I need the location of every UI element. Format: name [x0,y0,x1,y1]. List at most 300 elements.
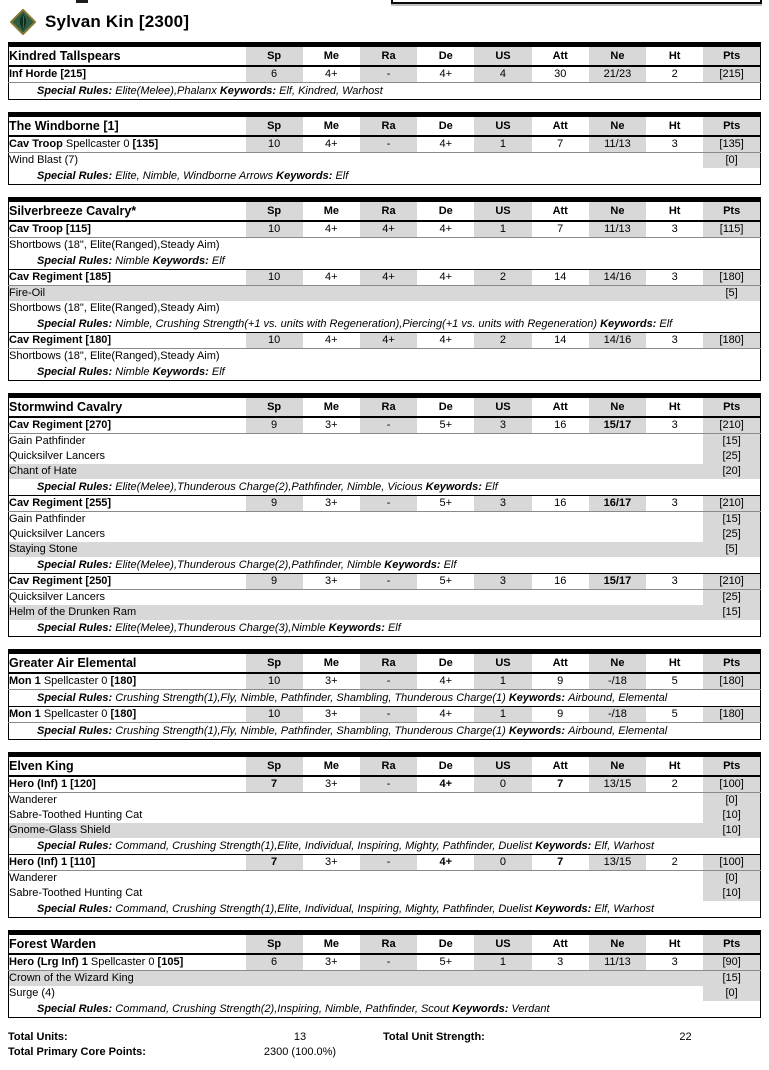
column-header: De [417,45,474,67]
unit-stat-cell: 2 [474,270,531,286]
column-header: Pts [703,652,760,674]
item-points: [25] [703,449,760,464]
column-header: Pts [703,200,760,222]
item-points: [20] [703,464,760,479]
column-header: Pts [703,396,760,418]
unit-name: Inf Horde [215] [9,66,246,83]
table-title: The Windborne [1] [9,115,246,137]
column-header: Pts [703,933,760,955]
unit-name: Cav Regiment [180] [9,333,246,349]
unit-stat-cell: - [360,66,417,83]
column-header: Ht [646,115,703,137]
item-points [703,349,760,365]
item-row [9,286,761,302]
unit-stat-cell: [100] [703,776,760,793]
unit-table [8,930,761,1018]
unit-name: Hero (Inf) 1 [110] [9,855,246,871]
unit-stat-cell: 10 [246,270,303,286]
unit-stat-cell: [180] [703,270,760,286]
column-header: Ne [589,115,646,137]
item-points: [5] [703,286,760,302]
item-label: Chant of Hate [9,464,704,479]
unit-stat-cell: 4+ [360,270,417,286]
total-primary-core-points-value: 2300 (100.0%) [263,1046,337,1058]
item-label: Helm of the Drunken Ram [9,605,704,620]
column-header: Att [532,396,589,418]
column-header: US [474,933,531,955]
item-points: [10] [703,808,760,823]
unit-stat-cell: [180] [703,707,760,723]
column-header: Ne [589,200,646,222]
unit-stat-cell: [180] [703,333,760,349]
unit-stat-cell: 11/13 [589,221,646,238]
unit-stat-cell: 9 [532,707,589,723]
unit-name: Mon 1 Spellcaster 0 [180] [9,673,246,690]
unit-stat-row [9,954,761,971]
unit-stat-cell: 7 [246,776,303,793]
special-rules-text: Special Rules: Elite(Melee),Thunderous Charge(2),Pathfinder, Nimble Keywords: Elf [37,559,457,571]
unit-stat-cell: 7 [532,136,589,153]
special-rules-text: Special Rules: Elite(Melee),Thunderous Charge(3),Nimble Keywords: Elf [37,622,401,634]
special-rules-text: Special Rules: Elite(Melee),Phalanx Keywords: Elf, Kindred, Warhost [37,85,383,97]
column-header: Ne [589,755,646,777]
unit-stat-cell: - [360,855,417,871]
unit-tables-container [0,42,769,1018]
column-header: Me [303,45,360,67]
total-unit-strength-label: Total Unit Strength: [383,1031,485,1043]
item-points: [0] [703,153,760,169]
table-header-row [9,396,761,418]
unit-stat-cell: 1 [474,673,531,690]
unit-stat-cell: 2 [646,776,703,793]
item-row [9,542,761,557]
unit-stat-cell: 3 [646,270,703,286]
unit-stat-cell: 1 [474,221,531,238]
unit-stat-cell: 7 [532,855,589,871]
column-header: Ht [646,652,703,674]
item-label: Gain Pathfinder [9,513,86,525]
column-header: Ra [360,755,417,777]
unit-stat-cell: 3+ [303,574,360,590]
unit-stat-cell: 16/17 [589,496,646,512]
column-header: Ra [360,396,417,418]
unit-stat-cell: 21/23 [589,66,646,83]
column-header: Sp [246,115,303,137]
unit-stat-cell: 9 [246,574,303,590]
unit-stat-cell: 4+ [360,333,417,349]
unit-table [8,197,761,381]
special-rules-row [9,690,761,707]
unit-stat-cell: 3 [646,954,703,971]
item-points: [15] [703,971,760,987]
unit-stat-cell: 4 [474,66,531,83]
unit-stat-cell: 3+ [303,707,360,723]
army-header [0,0,769,42]
column-header: US [474,115,531,137]
special-rules-text: Special Rules: Command, Crushing Strength(1),Elite, Individual, Inspiring, Mighty, Pathfinder, Duelist Keywords: Elf, Warhost [37,840,655,852]
column-header: Ht [646,200,703,222]
item-points: [25] [703,590,760,606]
item-label: Sabre-Toothed Hunting Cat [9,809,143,821]
item-label: Shortbows (18", Elite(Ranged),Steady Aim) [9,302,220,314]
unit-stat-cell: 5+ [417,574,474,590]
special-rules-row [9,723,761,740]
unit-stat-cell: 4+ [417,333,474,349]
unit-stat-cell: 5+ [417,496,474,512]
special-rules-text: Special Rules: Elite(Melee),Thunderous Charge(2),Pathfinder, Nimble, Vicious Keywords: Elf [37,481,498,493]
item-label: Sabre-Toothed Hunting Cat [9,887,143,899]
column-header: Ht [646,755,703,777]
total-units-value: 13 [293,1031,307,1043]
unit-table [8,393,761,637]
special-rules-row [9,901,761,918]
unit-stat-cell: [180] [703,673,760,690]
unit-stat-cell: 3+ [303,855,360,871]
item-row [9,605,761,620]
unit-stat-cell: 4+ [303,333,360,349]
unit-stat-cell: 5+ [417,417,474,434]
item-points [703,238,760,254]
unit-stat-cell: 3+ [303,954,360,971]
unit-stat-cell: 4+ [303,270,360,286]
unit-stat-row [9,707,761,723]
column-header: Ne [589,45,646,67]
unit-stat-cell: - [360,417,417,434]
unit-stat-cell: 7 [246,855,303,871]
table-header-row [9,200,761,222]
unit-stat-cell: 3 [646,136,703,153]
unit-stat-cell: 11/13 [589,954,646,971]
unit-stat-cell: - [360,776,417,793]
unit-stat-cell: 3 [532,954,589,971]
unit-stat-cell: -/18 [589,673,646,690]
unit-stat-cell: 5 [646,673,703,690]
unit-stat-row [9,496,761,512]
unit-table [8,112,761,185]
unit-name: Mon 1 Spellcaster 0 [180] [9,707,246,723]
unit-stat-cell: - [360,496,417,512]
item-row [9,793,761,809]
unit-stat-cell: [210] [703,417,760,434]
special-rules-row [9,1001,761,1018]
clipped-panel [391,0,762,4]
item-label: Staying Stone [9,542,704,557]
unit-stat-cell: [135] [703,136,760,153]
unit-stat-cell: 10 [246,673,303,690]
unit-stat-cell: [210] [703,574,760,590]
item-label: Quicksilver Lancers [9,450,105,462]
item-label: Wanderer [9,872,57,884]
unit-stat-cell: 2 [646,855,703,871]
item-label: Crown of the Wizard King [9,971,704,987]
total-unit-strength-value: 22 [679,1031,692,1043]
column-header: Sp [246,45,303,67]
table-header-row [9,652,761,674]
special-rules-row [9,316,761,333]
special-rules-row [9,253,761,270]
unit-stat-row [9,776,761,793]
unit-stat-cell: 3+ [303,776,360,793]
item-points: [10] [703,886,760,901]
special-rules-text: Special Rules: Command, Crushing Strength(1),Elite, Individual, Inspiring, Mighty, Pathfinder, Duelist Keywords: Elf, Warhost [37,903,655,915]
item-label: Gain Pathfinder [9,435,86,447]
item-row [9,464,761,479]
special-rules-text: Special Rules: Crushing Strength(1),Fly, Nimble, Pathfinder, Shambling, Thunderous Charge(1) Keywords: Airbound, Elemental [37,692,668,704]
table-title: Forest Warden [9,933,246,955]
unit-stat-cell: 3 [474,496,531,512]
unit-stat-cell: 3 [474,574,531,590]
item-label: Surge (4) [9,987,55,999]
unit-name: Cav Troop [115] [9,221,246,238]
unit-stat-cell: 4+ [417,136,474,153]
column-header: Pts [703,115,760,137]
column-header: Me [303,755,360,777]
unit-stat-cell: 3+ [303,417,360,434]
unit-stat-row [9,673,761,690]
page-title: Sylvan Kin [2300] [45,12,190,31]
column-header: Ne [589,652,646,674]
unit-stat-row [9,270,761,286]
unit-stat-cell: 4+ [417,776,474,793]
column-header: De [417,652,474,674]
unit-stat-cell: [210] [703,496,760,512]
unit-stat-cell: 3 [646,496,703,512]
army-diamond-leaf-icon [10,9,36,35]
unit-name: Cav Regiment [250] [9,574,246,590]
column-header: Pts [703,755,760,777]
item-label: Fire-Oil [9,286,704,302]
column-header: De [417,396,474,418]
column-header: Att [532,755,589,777]
unit-stat-cell: 1 [474,707,531,723]
column-header: US [474,755,531,777]
table-header-row [9,115,761,137]
table-title: Silverbreeze Cavalry* [9,200,246,222]
item-label: Wind Blast (7) [9,154,79,166]
unit-stat-cell: 4+ [303,136,360,153]
column-header: Ra [360,115,417,137]
unit-stat-row [9,136,761,153]
unit-stat-cell: -/18 [589,707,646,723]
unit-stat-cell: - [360,673,417,690]
special-rules-text: Special Rules: Nimble Keywords: Elf [37,255,225,267]
unit-stat-cell: 0 [474,776,531,793]
item-row [9,823,761,838]
unit-stat-cell: 0 [474,855,531,871]
unit-stat-cell: - [360,136,417,153]
unit-stat-cell: 9 [246,417,303,434]
item-row [9,590,761,606]
unit-stat-cell: 14/16 [589,270,646,286]
column-header: Ht [646,396,703,418]
column-header: De [417,933,474,955]
unit-stat-cell: - [360,707,417,723]
item-label: Quicksilver Lancers [9,528,105,540]
unit-stat-cell: 13/15 [589,776,646,793]
column-header: Sp [246,396,303,418]
unit-stat-cell: 6 [246,954,303,971]
unit-stat-cell: [215] [703,66,760,83]
column-header: Ra [360,45,417,67]
unit-stat-cell: 5 [646,707,703,723]
column-header: Att [532,652,589,674]
item-row [9,449,761,464]
unit-stat-cell: 3+ [303,496,360,512]
unit-stat-cell: 3 [474,417,531,434]
column-header: De [417,115,474,137]
unit-name: Cav Regiment [255] [9,496,246,512]
special-rules-row [9,364,761,381]
unit-stat-cell: 4+ [360,221,417,238]
unit-stat-cell: 13/15 [589,855,646,871]
unit-stat-cell: 3+ [303,673,360,690]
column-header: US [474,396,531,418]
item-row [9,886,761,901]
special-rules-row [9,83,761,100]
special-rules-text: Special Rules: Elite, Nimble, Windborne Arrows Keywords: Elf [37,170,349,182]
unit-stat-cell: 6 [246,66,303,83]
table-title: Kindred Tallspears [9,45,246,67]
column-header: Sp [246,755,303,777]
item-row [9,434,761,450]
unit-table [8,42,761,100]
column-header: Ra [360,652,417,674]
unit-stat-cell: 2 [646,66,703,83]
unit-stat-row [9,417,761,434]
unit-stat-row [9,333,761,349]
column-header: Att [532,115,589,137]
unit-stat-cell: - [360,954,417,971]
special-rules-row [9,479,761,496]
table-header-row [9,755,761,777]
column-header: Me [303,396,360,418]
column-header: US [474,652,531,674]
unit-stat-cell: [90] [703,954,760,971]
unit-stat-cell: 4+ [417,855,474,871]
unit-stat-row [9,221,761,238]
unit-stat-cell: 3 [646,417,703,434]
unit-stat-cell: 4+ [417,707,474,723]
column-header: Me [303,200,360,222]
unit-stat-cell: 5+ [417,954,474,971]
unit-stat-cell: 1 [474,136,531,153]
unit-stat-cell: [100] [703,855,760,871]
unit-stat-cell: 10 [246,707,303,723]
column-header: Ht [646,933,703,955]
unit-stat-cell: 14/16 [589,333,646,349]
unit-stat-cell: 16 [532,417,589,434]
column-header: De [417,755,474,777]
column-header: Me [303,933,360,955]
item-points [703,301,760,316]
column-header: Me [303,652,360,674]
column-header: Att [532,200,589,222]
table-title: Greater Air Elemental [9,652,246,674]
unit-name: Hero (Inf) 1 [120] [9,776,246,793]
item-points: [25] [703,527,760,542]
item-row [9,238,761,254]
total-primary-core-points-label: Total Primary Core Points: [8,1046,146,1058]
special-rules-text: Special Rules: Crushing Strength(1),Fly, Nimble, Pathfinder, Shambling, Thunderous Charge(1) Keywords: Airbound, Elemental [37,725,668,737]
column-header: De [417,200,474,222]
special-rules-row [9,168,761,185]
column-header: Sp [246,933,303,955]
column-header: Me [303,115,360,137]
unit-stat-cell: 9 [532,673,589,690]
column-header: Pts [703,45,760,67]
item-points: [15] [703,512,760,528]
unit-stat-cell: 4+ [417,673,474,690]
item-points: [0] [703,871,760,887]
unit-stat-cell: 7 [532,776,589,793]
table-header-row [9,45,761,67]
unit-stat-cell: 2 [474,333,531,349]
item-label: Gnome-Glass Shield [9,823,704,838]
unit-table [8,649,761,740]
unit-stat-cell: 10 [246,333,303,349]
table-title: Stormwind Cavalry [9,396,246,418]
unit-name: Cav Regiment [270] [9,417,246,434]
unit-stat-cell: 11/13 [589,136,646,153]
special-rules-text: Special Rules: Nimble, Crushing Strength(+1 vs. units with Regeneration),Piercing(+1 vs. units with Regeneration) Keywords: Elf [37,318,673,330]
column-header: Att [532,933,589,955]
column-header: Sp [246,200,303,222]
item-points: [15] [703,605,760,620]
unit-stat-cell: - [360,574,417,590]
column-header: Ne [589,396,646,418]
unit-stat-cell: 7 [532,221,589,238]
unit-stat-cell: 4+ [417,66,474,83]
unit-stat-cell: 16 [532,574,589,590]
item-row [9,871,761,887]
column-header: Att [532,45,589,67]
unit-name: Cav Regiment [185] [9,270,246,286]
column-header: Ne [589,933,646,955]
item-row [9,153,761,169]
item-row [9,527,761,542]
unit-stat-cell: 9 [246,496,303,512]
unit-stat-cell: 4+ [417,270,474,286]
unit-stat-cell: 4+ [417,221,474,238]
unit-stat-cell: 3 [646,333,703,349]
special-rules-text: Special Rules: Command, Crushing Strength(2),Inspiring, Nimble, Pathfinder, Scout Keywords: Verdant [37,1003,550,1015]
unit-stat-cell: 10 [246,221,303,238]
item-points: [0] [703,793,760,809]
unit-stat-cell: 14 [532,333,589,349]
unit-stat-cell: 15/17 [589,574,646,590]
column-header: US [474,45,531,67]
special-rules-row [9,620,761,637]
unit-stat-cell: 1 [474,954,531,971]
item-row [9,349,761,365]
special-rules-text: Special Rules: Nimble Keywords: Elf [37,366,225,378]
column-header: US [474,200,531,222]
special-rules-row [9,838,761,855]
unit-stat-cell: 15/17 [589,417,646,434]
item-row [9,986,761,1001]
unit-stat-cell: 30 [532,66,589,83]
item-row [9,301,761,316]
item-label: Quicksilver Lancers [9,591,105,603]
item-label: Shortbows (18", Elite(Ranged),Steady Aim) [9,239,220,251]
unit-table [8,752,761,918]
unit-name: Cav Troop Spellcaster 0 [135] [9,136,246,153]
item-label: Wanderer [9,794,57,806]
column-header: Ht [646,45,703,67]
item-points: [15] [703,434,760,450]
unit-stat-row [9,66,761,83]
unit-stat-cell: 3 [646,221,703,238]
